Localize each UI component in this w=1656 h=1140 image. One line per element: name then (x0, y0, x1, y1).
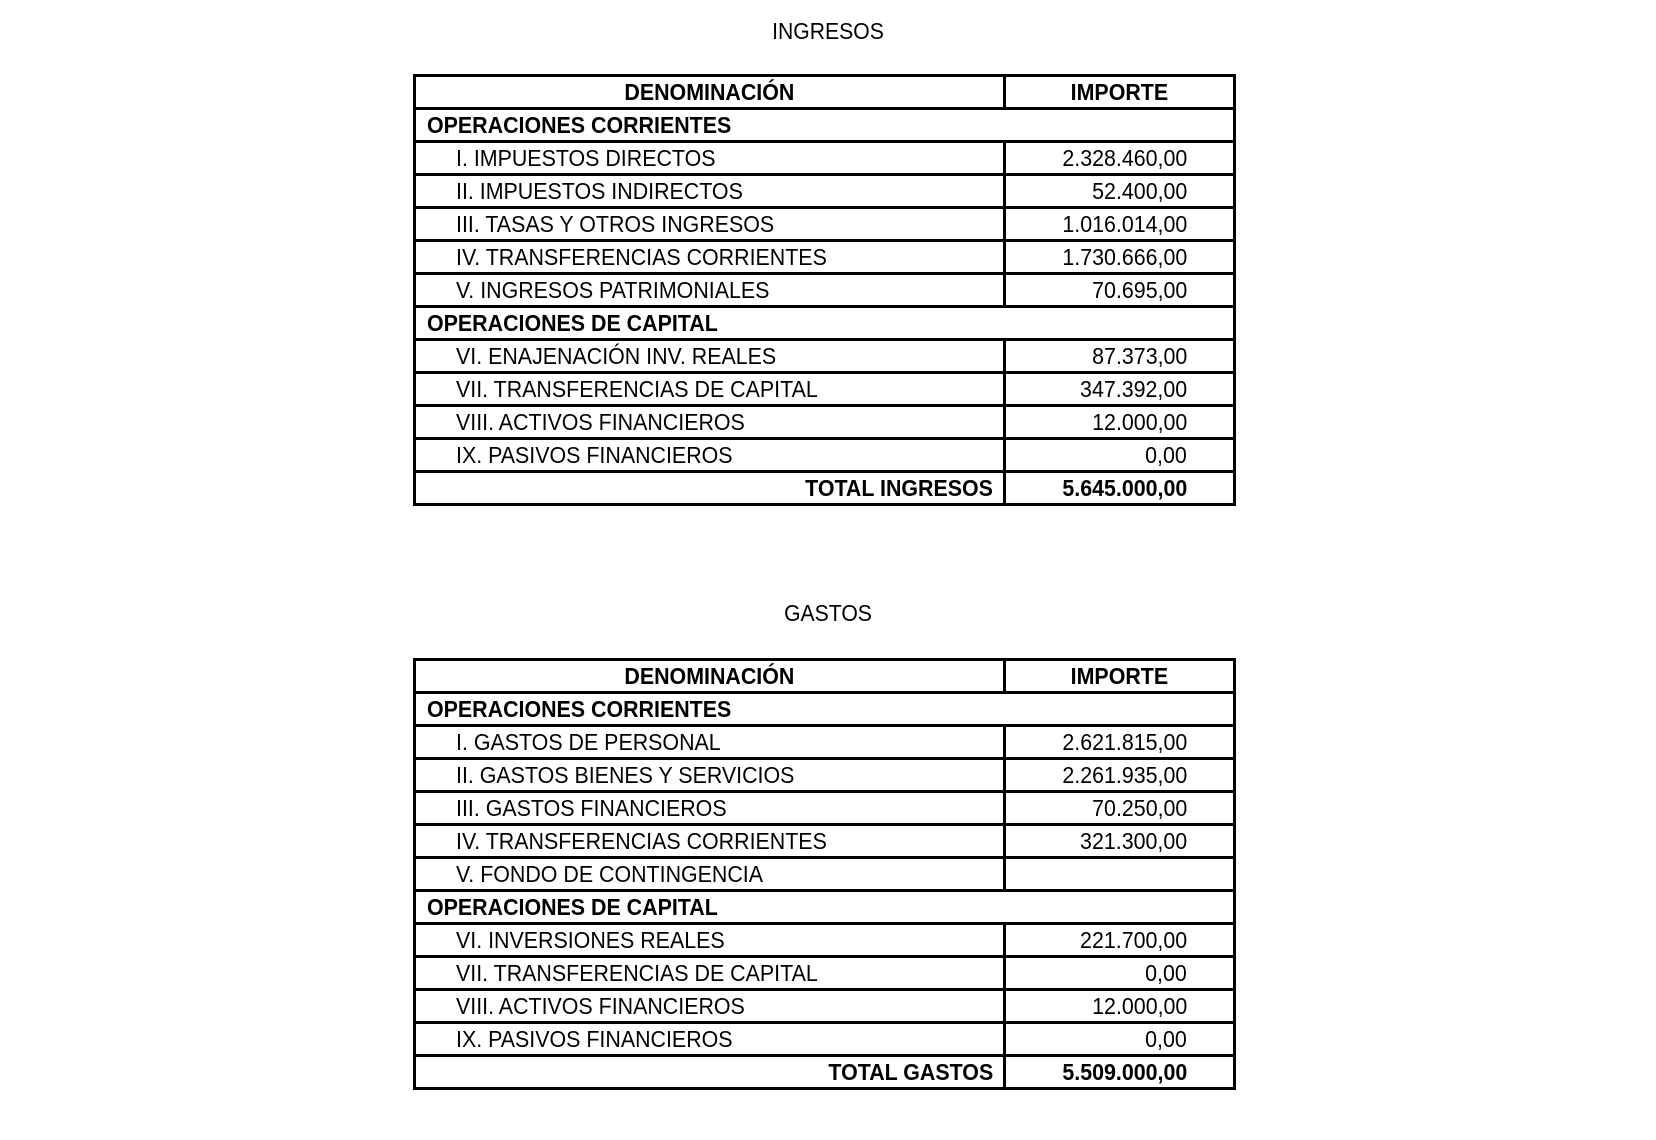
row-amount: 1.730.666,00 (1005, 241, 1235, 274)
total-amount: 5.645.000,00 (1005, 472, 1235, 505)
table-row (415, 1023, 1235, 1056)
row-amount: 70.250,00 (1005, 792, 1235, 825)
row-amount: 12.000,00 (1005, 990, 1235, 1023)
table-row (415, 274, 1235, 307)
row-label: IX. PASIVOS FINANCIEROS (415, 439, 1005, 472)
row-amount: 321.300,00 (1005, 825, 1235, 858)
table-row (415, 340, 1235, 373)
gastos-title: GASTOS (784, 600, 872, 626)
row-amount (1005, 858, 1235, 891)
row-amount: 221.700,00 (1005, 924, 1235, 957)
table-row (415, 373, 1235, 406)
group-label: OPERACIONES DE CAPITAL (415, 891, 1235, 924)
ingresos-table (413, 74, 1236, 506)
row-label: II. IMPUESTOS INDIRECTOS (415, 175, 1005, 208)
row-amount: 0,00 (1005, 957, 1235, 990)
row-amount: 1.016.014,00 (1005, 208, 1235, 241)
table-row (415, 726, 1235, 759)
row-label: VI. ENAJENACIÓN INV. REALES (415, 340, 1005, 373)
table-header-row (415, 660, 1235, 693)
row-label: VIII. ACTIVOS FINANCIEROS (415, 406, 1005, 439)
row-label: I. GASTOS DE PERSONAL (415, 726, 1005, 759)
row-amount: 12.000,00 (1005, 406, 1235, 439)
row-amount: 2.261.935,00 (1005, 759, 1235, 792)
table-row (415, 241, 1235, 274)
header-denominacion: DENOMINACIÓN (415, 76, 1005, 109)
total-label: TOTAL INGRESOS (415, 472, 1005, 505)
total-amount: 5.509.000,00 (1005, 1056, 1235, 1089)
group-row (415, 109, 1235, 142)
row-label: III. GASTOS FINANCIEROS (415, 792, 1005, 825)
row-amount: 2.621.815,00 (1005, 726, 1235, 759)
row-label: VI. INVERSIONES REALES (415, 924, 1005, 957)
table-row (415, 142, 1235, 175)
table-row (415, 957, 1235, 990)
group-row (415, 693, 1235, 726)
row-label: IV. TRANSFERENCIAS CORRIENTES (415, 241, 1005, 274)
header-importe: IMPORTE (1005, 76, 1235, 109)
row-amount: 87.373,00 (1005, 340, 1235, 373)
ingresos-title: INGRESOS (772, 18, 884, 44)
table-row (415, 792, 1235, 825)
table-header-row (415, 76, 1235, 109)
header-denominacion: DENOMINACIÓN (415, 660, 1005, 693)
row-amount: 2.328.460,00 (1005, 142, 1235, 175)
table-row (415, 759, 1235, 792)
table-row (415, 175, 1235, 208)
row-amount: 70.695,00 (1005, 274, 1235, 307)
group-row (415, 307, 1235, 340)
header-importe: IMPORTE (1005, 660, 1235, 693)
table-row (415, 924, 1235, 957)
row-label: V. FONDO DE CONTINGENCIA (415, 858, 1005, 891)
table-row (415, 208, 1235, 241)
total-label: TOTAL GASTOS (415, 1056, 1005, 1089)
row-label: VII. TRANSFERENCIAS DE CAPITAL (415, 957, 1005, 990)
total-row (415, 1056, 1235, 1089)
group-label: OPERACIONES CORRIENTES (415, 109, 1235, 142)
row-amount: 347.392,00 (1005, 373, 1235, 406)
gastos-table (413, 658, 1236, 1090)
group-row (415, 891, 1235, 924)
row-label: VII. TRANSFERENCIAS DE CAPITAL (415, 373, 1005, 406)
row-label: III. TASAS Y OTROS INGRESOS (415, 208, 1005, 241)
table-row (415, 858, 1235, 891)
table-row (415, 439, 1235, 472)
total-row (415, 472, 1235, 505)
row-label: II. GASTOS BIENES Y SERVICIOS (415, 759, 1005, 792)
table-row (415, 990, 1235, 1023)
row-label: VIII. ACTIVOS FINANCIEROS (415, 990, 1005, 1023)
row-label: V. INGRESOS PATRIMONIALES (415, 274, 1005, 307)
row-amount: 0,00 (1005, 439, 1235, 472)
row-label: IX. PASIVOS FINANCIEROS (415, 1023, 1005, 1056)
group-label: OPERACIONES CORRIENTES (415, 693, 1235, 726)
table-row (415, 406, 1235, 439)
group-label: OPERACIONES DE CAPITAL (415, 307, 1235, 340)
table-row (415, 825, 1235, 858)
row-amount: 0,00 (1005, 1023, 1235, 1056)
row-label: IV. TRANSFERENCIAS CORRIENTES (415, 825, 1005, 858)
row-amount: 52.400,00 (1005, 175, 1235, 208)
row-label: I. IMPUESTOS DIRECTOS (415, 142, 1005, 175)
